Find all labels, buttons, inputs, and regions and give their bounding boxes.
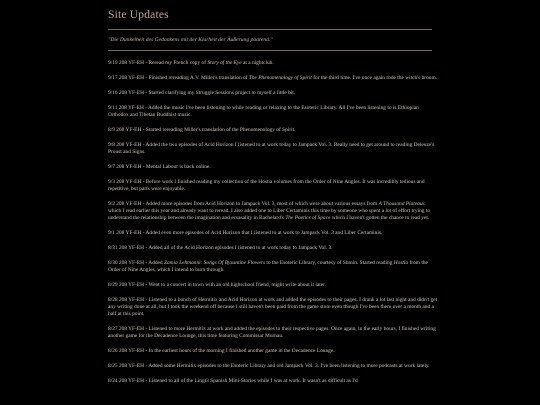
entry-date: 8/30 208 YF-EH bbox=[108, 260, 145, 266]
quote-divider bbox=[108, 50, 432, 51]
entry-text: - Added the two episodes of Acid Horizon I listened to at work today to Jampack Vol. 3. Really need to get around to reading Deleuze's Proust and Signs. bbox=[108, 142, 435, 155]
page-title: Site Updates bbox=[108, 9, 169, 21]
update-entry bbox=[108, 245, 438, 252]
entry-date: 8/31 208 YF-EH bbox=[108, 245, 145, 251]
entry-text: - Started clarifying my Struggle Sessions project to myself a little bit. bbox=[144, 90, 296, 96]
entry-text: from the Order of Nine Angles, which I intend to burn through. bbox=[108, 260, 428, 273]
update-entry bbox=[108, 90, 438, 97]
entry-date: 8/9 208 YF-EH bbox=[108, 127, 142, 133]
update-entry bbox=[108, 201, 438, 222]
update-entry bbox=[108, 326, 438, 340]
update-entry bbox=[108, 142, 438, 156]
entry-date: 9/2 208 YF-EH bbox=[108, 201, 142, 207]
entry-text: - Finished rereading A.V. Miller's translation of bbox=[144, 75, 249, 81]
update-entry bbox=[108, 75, 438, 82]
entry-text: - Added even more episodes of Acid Horizon that I listened to at work to Jampack Vol. 3 and Liber Certaminis. bbox=[141, 230, 383, 236]
entry-title-italic: The Poetics of Space bbox=[285, 215, 331, 221]
entry-date: 9/19 208 YF-EH bbox=[108, 60, 145, 66]
entry-text: - Added more episodes from Acid Horizon to Jampack Vol. 3, most of which were about various essays from bbox=[141, 201, 379, 207]
update-entry bbox=[108, 127, 438, 134]
entry-text: which I haven't gotten the chance to read yet. bbox=[330, 215, 430, 221]
entry-date: 8/25 208 YF-EH bbox=[108, 363, 145, 369]
update-entry bbox=[108, 363, 438, 370]
entry-text: to the Esoteric Library, courtesy of Shmin. Started reading bbox=[265, 260, 394, 266]
update-entry bbox=[108, 378, 438, 385]
entry-date: 8/26 208 YF-EH bbox=[108, 348, 145, 354]
update-list bbox=[108, 60, 438, 393]
entry-date: 9/17 208 YF-EH bbox=[108, 75, 145, 81]
update-entry bbox=[108, 297, 438, 318]
entry-title-italic: Zamia Lehmanni: Songs Of Byzantine Flowers bbox=[163, 260, 266, 266]
entry-date: 9/11 208 YF-EH bbox=[108, 105, 144, 111]
entry-text: - Started rereading Miller's translation of the Phenomenology of Spirit. bbox=[141, 127, 296, 133]
entry-text: for the third time. I've once again rode the witch's broom. bbox=[311, 75, 438, 81]
update-entry bbox=[108, 60, 438, 67]
update-entry bbox=[108, 105, 438, 119]
entry-text: - In the earliest hours of the morning I finished another game in the Decadence Lounge. bbox=[144, 348, 335, 354]
entry-text: - Before work I finished reading my collection of the Hostia volumes from the Order of Nine Angles. It was incredibly tedious and repetitive, but parts were enjoyable. bbox=[108, 179, 425, 192]
entry-text: - Added all of the Acid Horizon episodes I listened to at work today to Jampack Vol. 3. bbox=[144, 245, 333, 251]
entry-text: - Went to a concert in town with an old highschool friend, might write about it later. bbox=[144, 282, 327, 288]
update-entry bbox=[108, 260, 438, 274]
entry-title-italic: A Thousand Plateaus bbox=[378, 201, 425, 207]
update-entry bbox=[108, 282, 438, 289]
entry-date: 8/27 208 YF-EH bbox=[108, 326, 145, 332]
entry-date: 8/28 208 YF-EH bbox=[108, 297, 145, 303]
entry-text: at a nightclub. bbox=[241, 60, 274, 66]
entry-text: - Mental Labour is back online. bbox=[141, 164, 211, 170]
entry-date: 9/1 208 YF-EH bbox=[108, 230, 142, 236]
entry-text: - Reread my French copy of bbox=[144, 60, 208, 66]
entry-text: - Added bbox=[144, 260, 164, 266]
entry-text: - Added some Hermitix episodes to the Esoteric Library and old Jampack Vol. 3. I've been listening to more podcasts at work lately. bbox=[144, 363, 430, 369]
update-entry bbox=[108, 179, 438, 193]
entry-text: - Listened to a bunch of Hermitix and Acid Horizon at work and added the episodes to their pages. I drank a lot last night and didn't get any writing done at all, but I took the weekend off because I still haven't been paid from the game store even though I've been there over a month and a half at this point. bbox=[108, 297, 438, 317]
entry-text: - Added the music I've been listening to while reading or relaxing to the Esoteric Library. All I've been listening to is Ethiopian Orthodox and Tibetan Buddhist music. bbox=[108, 105, 419, 118]
entry-text: - Listened to all of the Lingt3 Spanish Mini-Stories while I was at work. It wasn't as difficult as I'd bbox=[144, 378, 358, 384]
entry-date: 9/7 208 YF-EH bbox=[108, 164, 142, 170]
entry-text: which I read earlier this year and already want to reread. I also added one to Liber Certaminis this time by someone who spent a lot of effort trying to understand the relationship between the imagination and ecsasality in Bachelard's bbox=[108, 208, 431, 221]
entry-title-italic: Story of the Eye bbox=[207, 60, 242, 66]
entry-date: 9/8 208 YF-EH bbox=[108, 142, 142, 148]
entry-title-italic: The Phenomenology of Spirit bbox=[248, 75, 312, 81]
entry-text: - Listened to more Hermitix at work and added the episodes to their respective pages. Once again, in the early hours, I finished writing another game for the Decadence Lounge, this time featuring Commissar Murnau. bbox=[108, 326, 436, 339]
entry-date: 8/29 208 YF-EH bbox=[108, 282, 145, 288]
update-entry bbox=[108, 348, 438, 355]
entry-date: 9/3 208 YF-EH bbox=[108, 179, 142, 185]
entry-date: 8/24 208 YF-EH bbox=[108, 378, 145, 384]
update-entry bbox=[108, 230, 438, 237]
header-quote: "Die Dunkelheit des Gedankens mit der Klarheit der Äußerung paarend." bbox=[108, 37, 273, 43]
entry-title-italic: Hostia bbox=[393, 260, 409, 266]
top-divider bbox=[108, 29, 432, 30]
update-entry bbox=[108, 164, 438, 171]
entry-date: 9/16 208 YF-EH bbox=[108, 90, 145, 96]
